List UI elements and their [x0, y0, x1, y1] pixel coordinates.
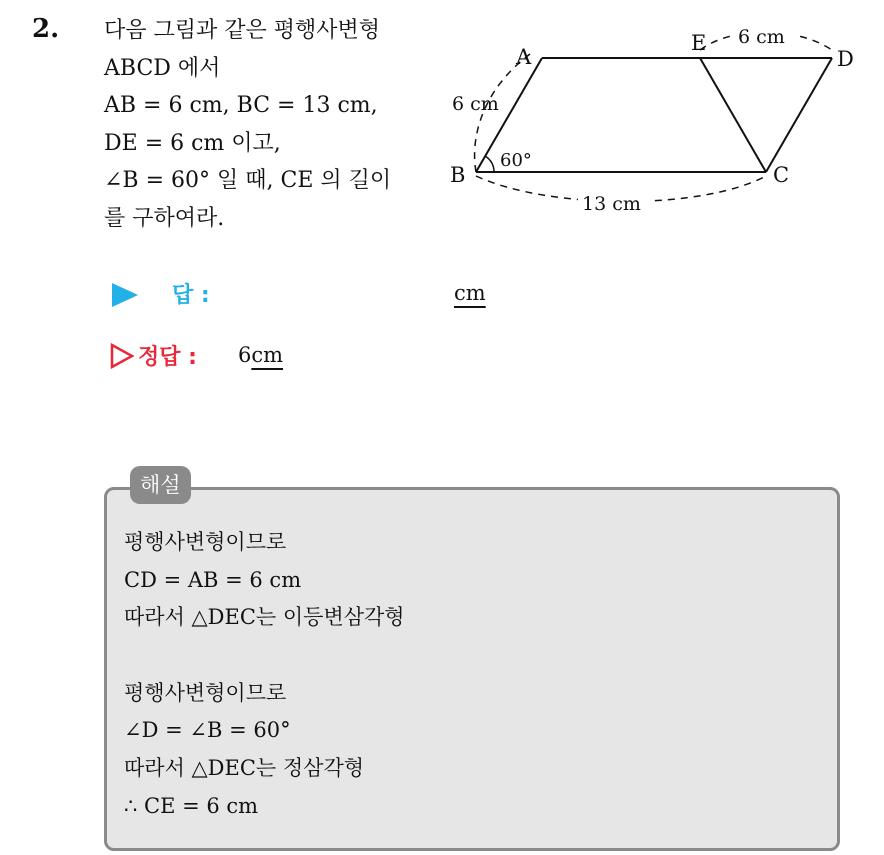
solution-unit: cm [251, 343, 284, 367]
explanation-line-2: CD = AB = 6 cm [124, 567, 302, 592]
question-number: 2. [32, 14, 60, 44]
question-line-6: 를 구하여라. [104, 205, 225, 231]
question-line-2: ABCD 에서 [104, 55, 221, 81]
explanation-line-7: 따라서 △DEC는 정삼각형 [124, 756, 365, 781]
solution-number: 6 [238, 343, 252, 367]
explanation-line-1: 평행사변형이므로 [124, 530, 287, 554]
outline-arrow-icon [110, 343, 134, 369]
explanation-line-8: ∴ CE = 6 cm [124, 793, 259, 818]
side-cd [766, 58, 832, 172]
question-line-1: 다음 그림과 같은 평행사변형 [104, 18, 381, 43]
explanation-line-6: ∠D = ∠B = 60° [124, 718, 291, 743]
answer-blank[interactable]: cm [454, 281, 486, 305]
solution-value [238, 343, 283, 367]
vertex-label-c: C [773, 163, 790, 187]
answer-label: 답 : [172, 283, 210, 308]
solution-row [110, 340, 510, 374]
angle-arc-b [485, 156, 494, 172]
parallelogram-figure [440, 10, 880, 225]
measure-bc: 13 cm [582, 193, 641, 215]
solution-label: 정답 : [138, 345, 197, 370]
explanation-tag: 해설 [130, 466, 191, 504]
vertex-label-d: D [837, 47, 854, 71]
question-text [104, 12, 434, 237]
vertex-label-a: A [516, 45, 532, 69]
vertex-label-e: E [691, 31, 707, 55]
segment-ce [700, 58, 766, 172]
question-line-3: AB = 6 cm, BC = 13 cm, [104, 93, 378, 118]
explanation-line-3: 따라서 △DEC는 이등변삼각형 [124, 605, 405, 630]
explanation-line-4 [124, 637, 405, 675]
explanation-line-5: 평행사변형이므로 [124, 680, 287, 705]
measure-ed: 6 cm [738, 26, 785, 48]
play-arrow-icon [112, 283, 138, 307]
question-line-4: DE = 6 cm 이고, [104, 130, 281, 156]
question-line-5: ∠B = 60° 일 때, CE 의 길이 [104, 168, 392, 193]
measure-ab: 6 cm [452, 93, 499, 115]
angle-label-b: 60° [500, 150, 532, 171]
answer-row [110, 278, 510, 312]
explanation-text [124, 524, 405, 826]
vertex-label-b: B [450, 163, 466, 187]
